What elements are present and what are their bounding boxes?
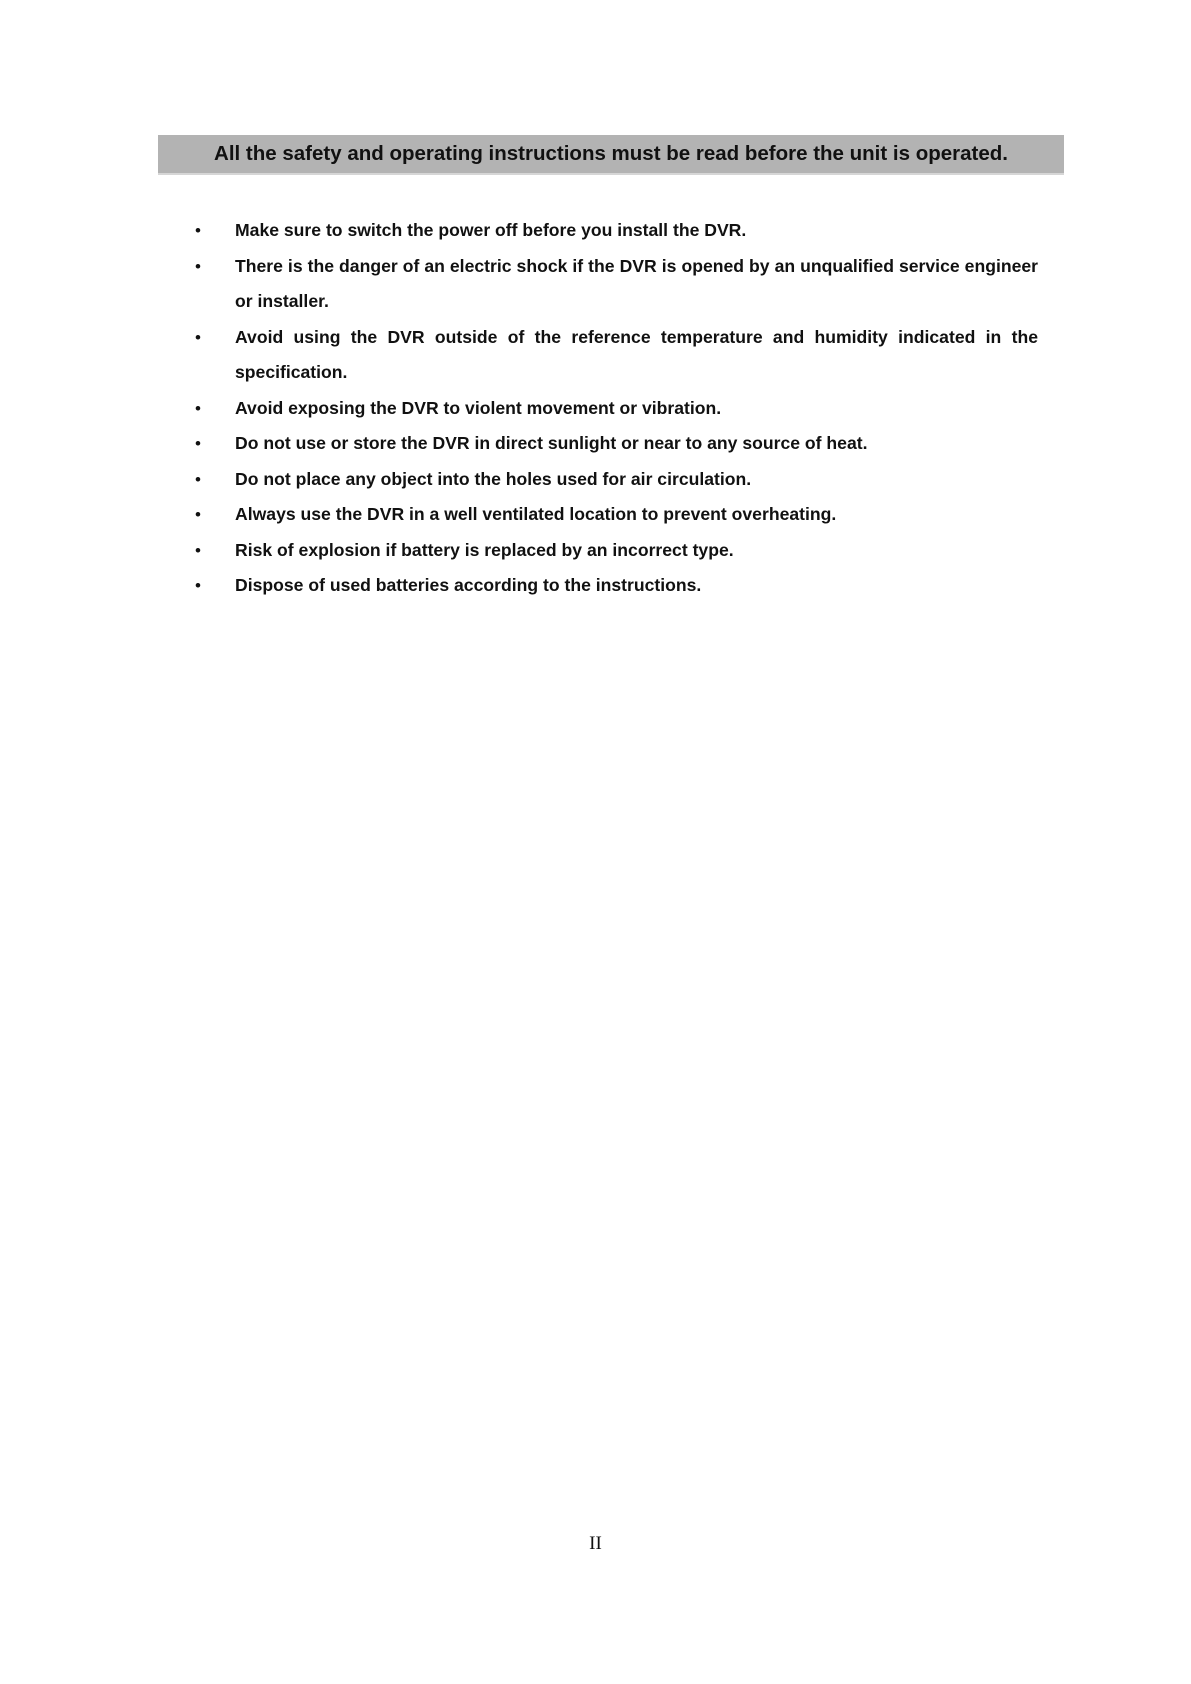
bullet-icon: •	[195, 398, 201, 418]
instruction-text: Risk of explosion if battery is replaced by an incorrect type.	[235, 539, 734, 560]
list-item	[190, 320, 1038, 391]
list-item	[190, 426, 1038, 462]
bullet-icon: •	[195, 434, 201, 453]
banner-title: All the safety and operating instructions must be read before the unit is operated.	[214, 142, 1008, 165]
bullet-icon: •	[195, 540, 201, 560]
list-item	[190, 213, 1038, 249]
bullet-icon: •	[195, 327, 201, 347]
instruction-text: Dispose of used batteries according to the instructions.	[235, 575, 702, 595]
bullet-icon: •	[195, 576, 201, 595]
list-item	[190, 391, 1038, 427]
instruction-text: Always use the DVR in a well ventilated location to prevent overheating.	[235, 504, 837, 524]
list-item	[190, 568, 1038, 604]
list-item	[190, 462, 1038, 498]
bullet-icon: •	[195, 469, 201, 489]
instruction-text: Avoid using the DVR outside of the reference temperature and humidity indicated in the specification.	[235, 326, 1038, 382]
bullet-icon: •	[195, 221, 201, 240]
list-item	[190, 249, 1038, 320]
instruction-text: Do not place any object into the holes used for air circulation.	[235, 468, 752, 489]
instruction-text: There is the danger of an electric shock if the DVR is opened by an unqualified service engineer or installer.	[235, 255, 1038, 311]
bullet-icon: •	[195, 505, 201, 524]
list-item	[190, 533, 1038, 569]
bullet-icon: •	[195, 256, 201, 276]
safety-instructions-list	[190, 213, 1038, 604]
safety-banner	[158, 135, 1064, 175]
instruction-text: Make sure to switch the power off before you install the DVR.	[235, 220, 747, 240]
instruction-text: Avoid exposing the DVR to violent movement or vibration.	[235, 397, 722, 418]
instruction-text: Do not use or store the DVR in direct sunlight or near to any source of heat.	[235, 433, 868, 453]
list-item	[190, 497, 1038, 533]
page-number: II	[589, 1533, 602, 1554]
